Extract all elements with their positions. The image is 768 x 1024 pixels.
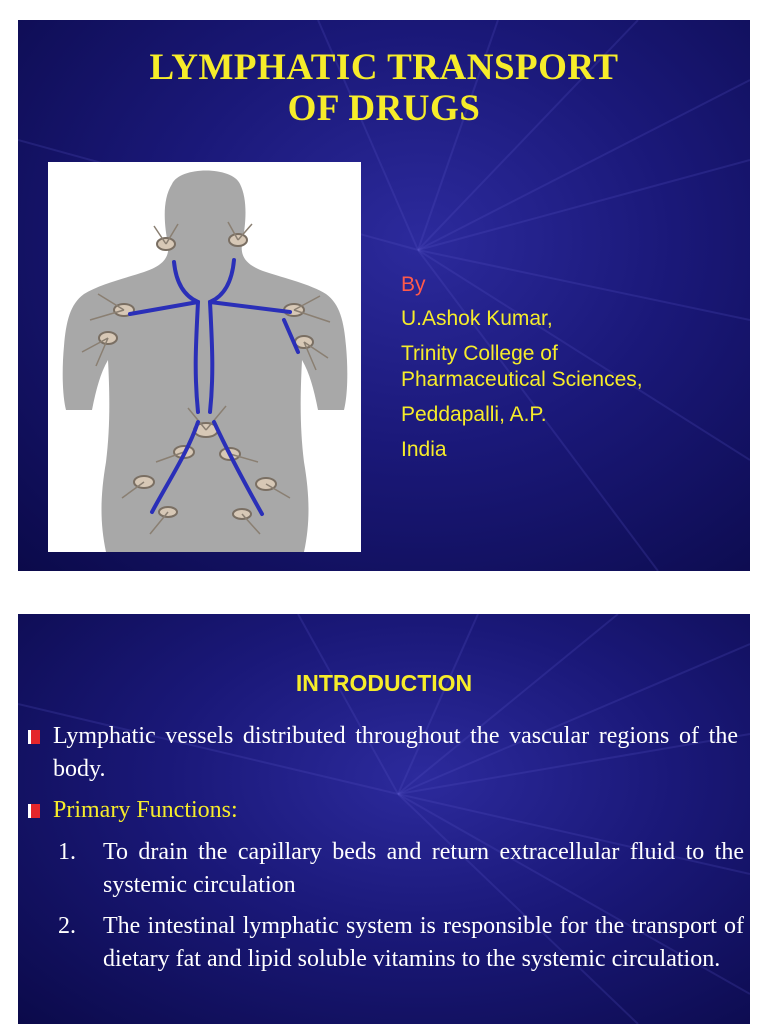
introduction-slide <box>18 614 750 1024</box>
numbered-item <box>58 910 744 976</box>
slide-heading: INTRODUCTION <box>295 670 473 696</box>
slide-title-line1: LYMPHATIC TRANSPORT <box>149 47 619 88</box>
item-text: To drain the capillary beds and return extracellular fluid to the systemic circulation <box>103 839 744 898</box>
author-block <box>401 272 643 472</box>
slide-title-line2: OF DRUGS <box>287 88 481 129</box>
title-slide <box>18 20 750 571</box>
slide-title <box>18 47 750 129</box>
item-number: 1. <box>58 839 76 865</box>
bullet-item <box>26 794 738 827</box>
author-city: Peddapalli, A.P. <box>401 403 547 426</box>
numbered-item <box>58 836 744 902</box>
bullet-text: Lymphatic vessels distributed throughout the vascular regions of the body. <box>53 723 738 782</box>
author-college-line1: Trinity College of <box>401 342 558 365</box>
item-number: 2. <box>58 913 76 939</box>
bullet-item <box>26 720 738 786</box>
lymphatic-system-illustration <box>48 162 361 552</box>
bullet-text: Primary Functions: <box>53 797 238 823</box>
item-text: The intestinal lymphatic system is responsible for the transport of dietary fat and lipid soluble vitamins to the systemic circulation. <box>103 913 744 972</box>
bullet-square-icon <box>28 804 40 818</box>
author-by: By <box>401 273 426 296</box>
author-name: U.Ashok Kumar, <box>401 307 553 330</box>
author-country: India <box>401 438 447 461</box>
author-college-line2: Pharmaceutical Sciences, <box>401 368 643 391</box>
body-figure <box>48 162 361 552</box>
bullet-square-icon <box>28 730 40 744</box>
